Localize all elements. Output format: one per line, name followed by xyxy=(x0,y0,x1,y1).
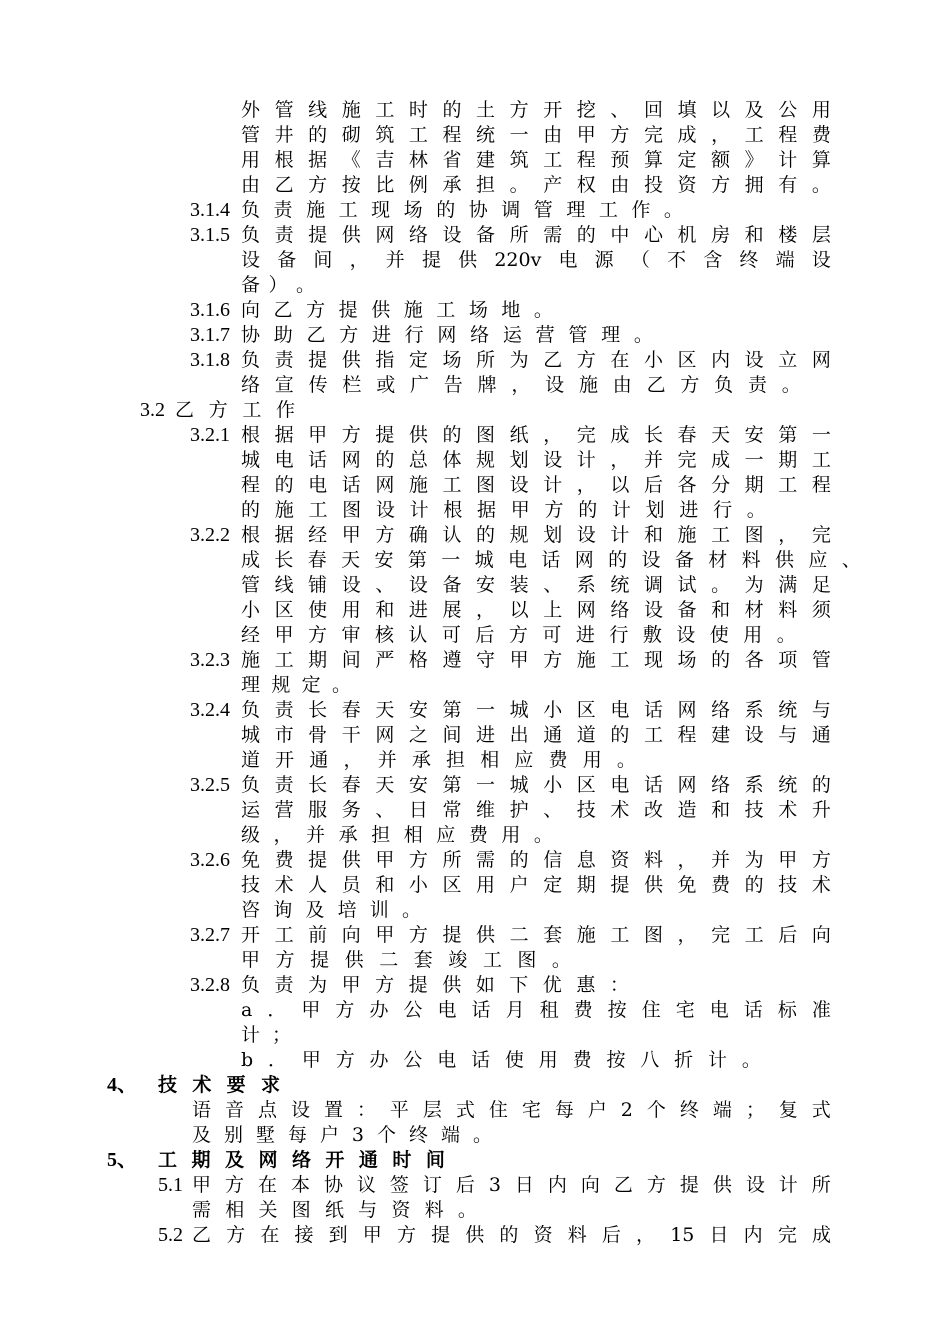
line-text: 道 开 通 ， 并 承 担 相 应 费 用 。 xyxy=(241,749,636,771)
line-text: 经 甲 方 审 核 认 可 后 方 可 进 行 敷 设 使 用 。 xyxy=(241,624,796,646)
line-text: 免 费 提 供 甲 方 所 需 的 信 息 资 料 ， 并 为 甲 方 xyxy=(241,849,831,871)
clause-number: 3.2.2 xyxy=(190,524,230,546)
text-line xyxy=(0,247,950,273)
line-text: 乙 方 在 接 到 甲 方 提 供 的 资 料 后 ， 15 日 内 完 成 xyxy=(192,1224,831,1246)
text-line xyxy=(0,322,950,348)
clause-number: 3.2.3 xyxy=(190,649,230,671)
text-line xyxy=(0,422,950,448)
text-line xyxy=(0,147,950,173)
line-text: 计 ； xyxy=(241,1024,291,1046)
line-text: 负 责 长 春 天 安 第 一 城 小 区 电 话 网 络 系 统 与 xyxy=(241,699,831,721)
line-text: 运 营 服 务 、 日 常 维 护 、 技 术 改 造 和 技 术 升 xyxy=(241,799,831,821)
line-text: 负 责 提 供 指 定 场 所 为 乙 方 在 小 区 内 设 立 网 xyxy=(241,349,831,371)
clause-number: 3.2.8 xyxy=(190,974,230,996)
clause-number: 3.2 xyxy=(140,399,165,421)
line-text: 向 乙 方 提 供 施 工 场 地 。 xyxy=(241,299,553,321)
line-text: 根 据 甲 方 提 供 的 图 纸 ， 完 成 长 春 天 安 第 一 xyxy=(241,424,831,446)
clause-number: 3.1.4 xyxy=(190,199,230,221)
text-line xyxy=(0,597,950,623)
text-line xyxy=(0,97,950,123)
clause-number: 3.2.1 xyxy=(190,424,230,446)
line-text: 级 ， 并 承 担 相 应 费 用 。 xyxy=(241,824,553,846)
text-line xyxy=(0,1222,950,1248)
text-line xyxy=(0,722,950,748)
text-line xyxy=(0,822,950,848)
line-text: 管 井 的 砌 筑 工 程 统 一 由 甲 方 完 成 ， 工 程 费 xyxy=(241,124,831,146)
section-heading xyxy=(0,1072,950,1098)
text-line xyxy=(0,197,950,223)
line-text: 用 根 据 《 吉 林 省 建 筑 工 程 预 算 定 额 》 计 算 xyxy=(241,149,831,171)
line-text: 工 期 及 网 络 开 通 时 间 xyxy=(158,1149,445,1171)
clause-number: 3.2.6 xyxy=(190,849,230,871)
text-line xyxy=(0,1197,950,1223)
line-text: 小 区 使 用 和 进 展 ， 以 上 网 络 设 备 和 材 料 须 xyxy=(241,599,831,621)
text-line xyxy=(0,397,950,423)
line-text: 程 的 电 话 网 施 工 图 设 计 ， 以 后 各 分 期 工 程 xyxy=(241,474,831,496)
text-line xyxy=(0,797,950,823)
line-text: 及 别 墅 每 户 3 个 终 端 。 xyxy=(192,1124,492,1146)
text-line xyxy=(0,497,950,523)
text-line xyxy=(0,347,950,373)
line-text: a ． 甲 方 办 公 电 话 月 租 费 按 住 宅 电 话 标 准 xyxy=(241,999,831,1021)
text-line xyxy=(0,272,950,298)
text-line xyxy=(0,1022,950,1048)
text-line xyxy=(0,622,950,648)
text-line xyxy=(0,672,950,698)
line-text: 施 工 期 间 严 格 遵 守 甲 方 施 工 现 场 的 各 项 管 xyxy=(241,649,831,671)
text-line xyxy=(0,572,950,598)
line-text: 的 施 工 图 设 计 根 据 甲 方 的 计 划 进 行 。 xyxy=(241,499,766,521)
line-text: 管 线 铺 设 、 设 备 安 装 、 系 统 调 试 。 为 满 足 xyxy=(241,574,831,596)
text-line xyxy=(0,172,950,198)
text-line xyxy=(0,522,950,548)
text-line xyxy=(0,997,950,1023)
text-line xyxy=(0,372,950,398)
text-line xyxy=(0,1047,950,1073)
text-line xyxy=(0,1097,950,1123)
line-text: 根 据 经 甲 方 确 认 的 规 划 设 计 和 施 工 图 ， 完 xyxy=(241,524,831,546)
text-line xyxy=(0,472,950,498)
text-line xyxy=(0,872,950,898)
line-text: 需 相 关 图 纸 与 资 料 。 xyxy=(192,1199,477,1221)
line-text: b ． 甲 方 办 公 电 话 使 用 费 按 八 折 计 。 xyxy=(241,1049,761,1071)
line-text: 城 市 骨 干 网 之 间 进 出 通 道 的 工 程 建 设 与 通 xyxy=(241,724,831,746)
text-line xyxy=(0,847,950,873)
line-text: 络 宣 传 栏 或 广 告 牌 ， 设 施 由 乙 方 负 责 。 xyxy=(241,374,801,396)
line-text: 成 长 春 天 安 第 一 城 电 话 网 的 设 备 材 料 供 应 、 xyxy=(241,549,861,571)
text-line xyxy=(0,1122,950,1148)
line-text: 外 管 线 施 工 时 的 土 方 开 挖 、 回 填 以 及 公 用 xyxy=(241,99,831,121)
text-line xyxy=(0,947,950,973)
line-text: 开 工 前 向 甲 方 提 供 二 套 施 工 图 ， 完 工 后 向 xyxy=(241,924,831,946)
clause-number: 3.2.4 xyxy=(190,699,230,721)
clause-number: 5.2 xyxy=(158,1224,183,1246)
text-line xyxy=(0,122,950,148)
text-line xyxy=(0,222,950,248)
text-line xyxy=(0,772,950,798)
clause-number: 5、 xyxy=(107,1149,137,1171)
text-line xyxy=(0,447,950,473)
clause-number: 3.1.5 xyxy=(190,224,230,246)
line-text: 甲 方 在 本 协 议 签 订 后 3 日 内 向 乙 方 提 供 设 计 所 xyxy=(192,1174,831,1196)
line-text: 备 ） 。 xyxy=(241,274,315,296)
text-line xyxy=(0,647,950,673)
text-line xyxy=(0,922,950,948)
clause-number: 4、 xyxy=(107,1074,137,1096)
text-line xyxy=(0,1172,950,1198)
line-text: 负 责 施 工 现 场 的 协 调 管 理 工 作 。 xyxy=(241,199,683,221)
section-heading xyxy=(0,1147,950,1173)
line-text: 城 电 话 网 的 总 体 规 划 设 计 ， 并 完 成 一 期 工 xyxy=(241,449,831,471)
clause-number: 5.1 xyxy=(158,1174,183,1196)
text-line xyxy=(0,547,950,573)
line-text: 由 乙 方 按 比 例 承 担 。 产 权 由 投 资 方 拥 有 。 xyxy=(241,174,831,196)
clause-number: 3.1.6 xyxy=(190,299,230,321)
line-text: 理 规 定 。 xyxy=(241,674,351,696)
line-text: 技 术 人 员 和 小 区 用 户 定 期 提 供 免 费 的 技 术 xyxy=(241,874,831,896)
clause-number: 3.2.7 xyxy=(190,924,230,946)
line-text: 乙 方 工 作 xyxy=(175,399,295,421)
line-text: 甲 方 提 供 二 套 竣 工 图 。 xyxy=(241,949,571,971)
text-line xyxy=(0,897,950,923)
clause-number: 3.2.5 xyxy=(190,774,230,796)
line-text: 咨 询 及 培 训 。 xyxy=(241,899,421,921)
clause-number: 3.1.8 xyxy=(190,349,230,371)
text-line xyxy=(0,697,950,723)
line-text: 语 音 点 设 置 ： 平 层 式 住 宅 每 户 2 个 终 端 ； 复 式 xyxy=(192,1099,831,1121)
line-text: 负 责 提 供 网 络 设 备 所 需 的 中 心 机 房 和 楼 层 xyxy=(241,224,831,246)
clause-number: 3.1.7 xyxy=(190,324,230,346)
text-line xyxy=(0,297,950,323)
text-line xyxy=(0,747,950,773)
line-text: 协 助 乙 方 进 行 网 络 运 营 管 理 。 xyxy=(241,324,653,346)
line-text: 设 备 间 ， 并 提 供 220v 电 源 （ 不 含 终 端 设 xyxy=(241,249,831,271)
line-text: 负 责 为 甲 方 提 供 如 下 优 惠 ： xyxy=(241,974,629,996)
text-line xyxy=(0,972,950,998)
line-text: 技 术 要 求 xyxy=(158,1074,280,1096)
line-text: 负 责 长 春 天 安 第 一 城 小 区 电 话 网 络 系 统 的 xyxy=(241,774,831,796)
